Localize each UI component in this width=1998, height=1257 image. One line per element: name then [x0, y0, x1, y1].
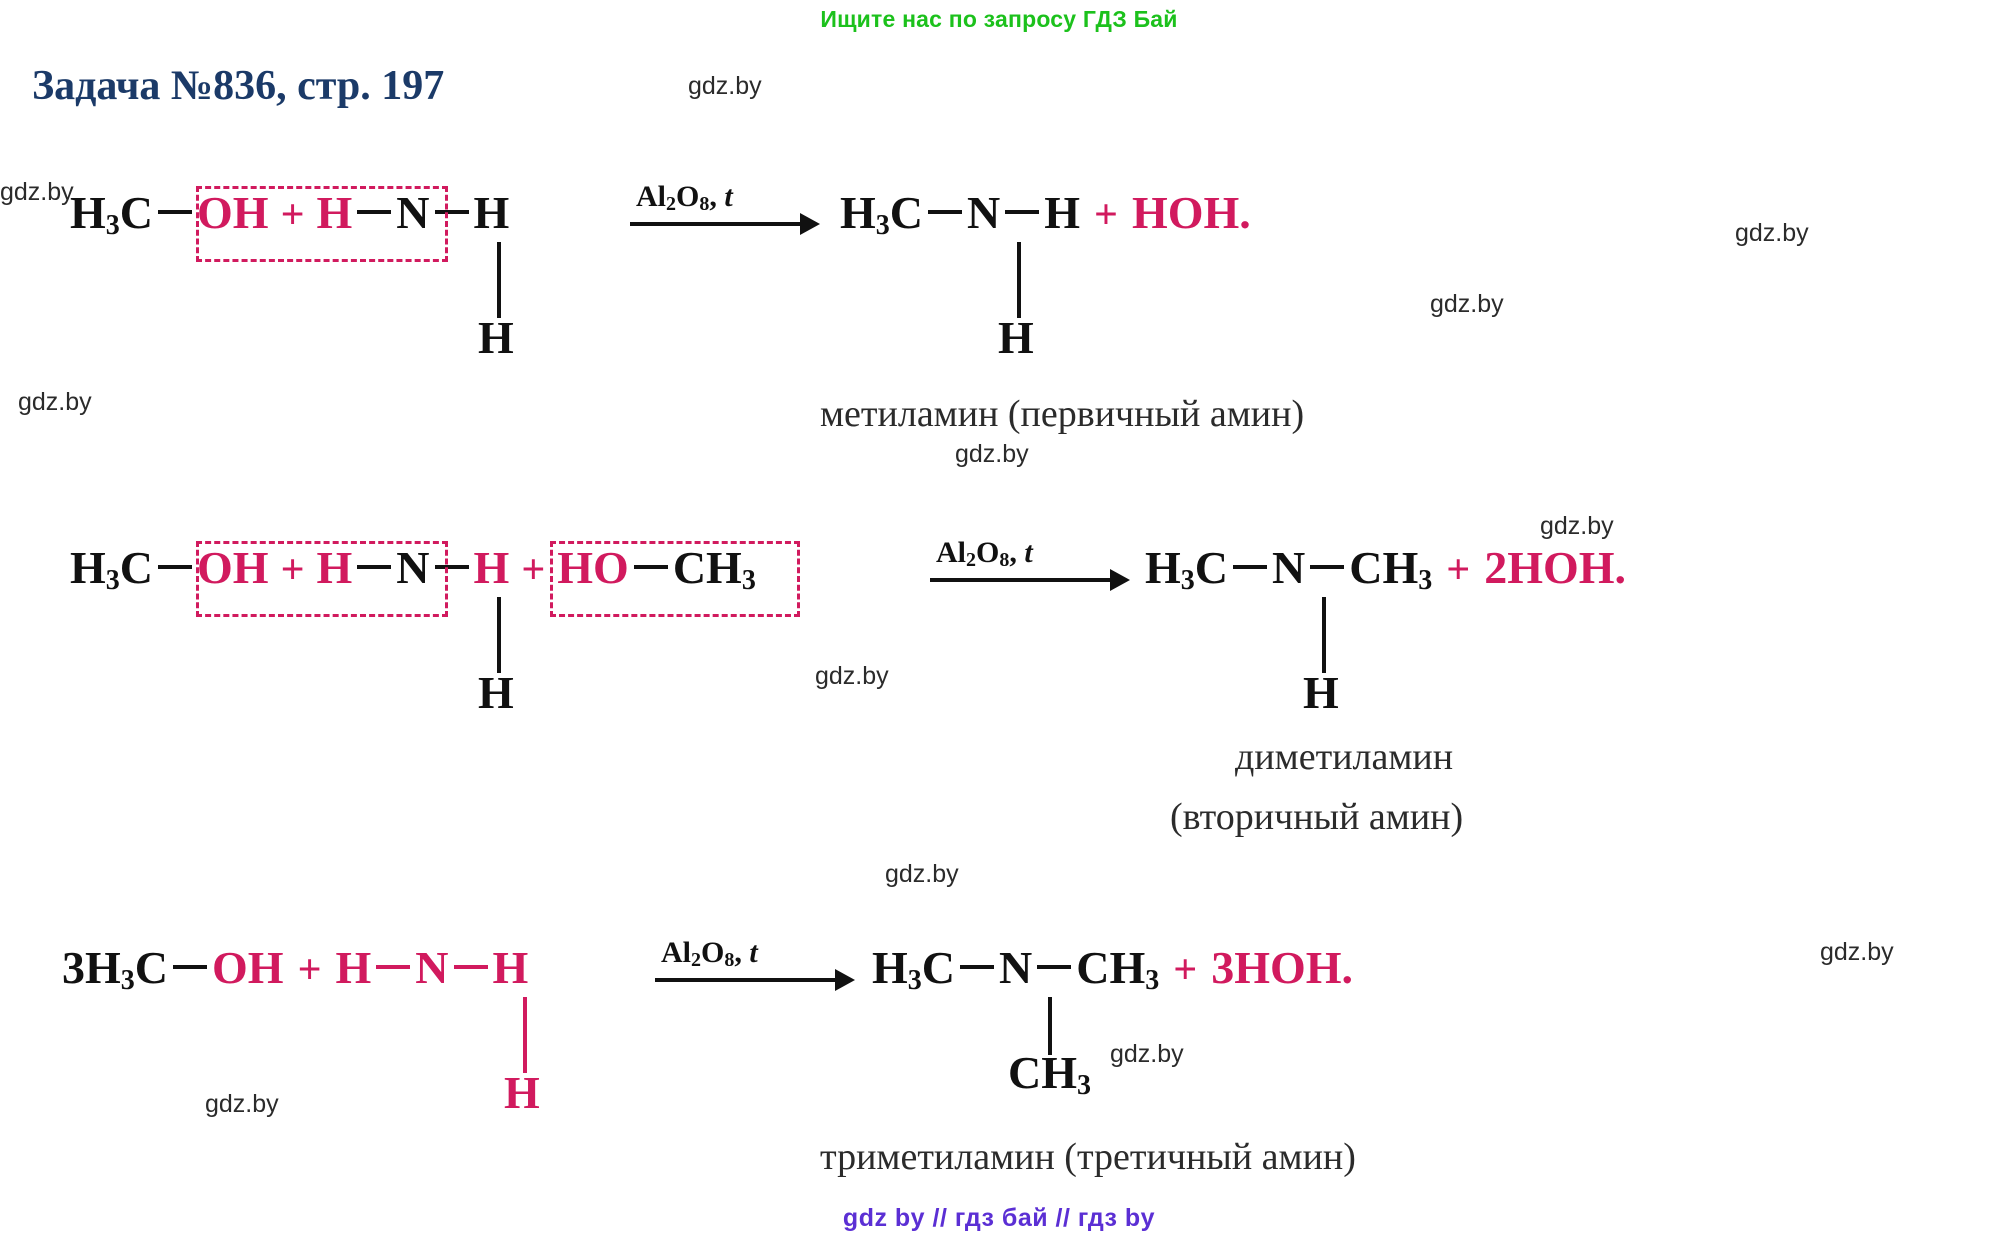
- bond-line-vertical: [497, 242, 501, 318]
- coefficient-3: 3: [62, 942, 85, 993]
- reaction-2-product-nh: [1303, 667, 1339, 718]
- plus-sign: +: [1094, 192, 1118, 238]
- bond-line-vertical: [1322, 597, 1326, 673]
- comma: ,: [734, 936, 750, 969]
- atom-H: H: [70, 187, 106, 238]
- bond-line: [454, 965, 488, 969]
- bond-line: [960, 965, 994, 969]
- bond-line: [1233, 565, 1267, 569]
- subscript-3: 8: [724, 949, 735, 971]
- page-title: Задача №836, стр. 197: [32, 63, 445, 109]
- atom-H: H: [70, 542, 106, 593]
- watermark: gdz.by: [1110, 1040, 1184, 1068]
- temperature-t: t: [749, 936, 758, 969]
- watermark: gdz.by: [18, 388, 92, 416]
- catalyst-O: O: [701, 936, 725, 969]
- bond-line: [173, 965, 207, 969]
- subscript-3: 3: [1418, 565, 1433, 596]
- atom-H: H: [492, 942, 529, 993]
- bond-line: [1310, 565, 1344, 569]
- subscript-3: 8: [999, 549, 1010, 571]
- bond-line: [928, 210, 962, 214]
- atom-H: H: [872, 942, 908, 993]
- atom-H: H: [1044, 187, 1081, 238]
- group-HO: HO: [557, 542, 629, 593]
- group-CH3: CH: [1008, 1047, 1077, 1098]
- watermark: gdz.by: [0, 178, 74, 206]
- subscript-3: 3: [875, 210, 890, 241]
- product-water: 3HOH.: [1211, 942, 1354, 993]
- reaction-condition: [636, 180, 733, 216]
- leaving-group-box: [196, 541, 448, 617]
- atom-C: C: [119, 542, 154, 593]
- footer-links: gdz by // гдз бай // гдз by: [842, 1204, 1156, 1232]
- subscript-2: 2: [691, 949, 701, 971]
- bond-line-vertical: [1017, 242, 1021, 318]
- reaction-1-nh: [478, 312, 514, 363]
- subscript-3: 8: [699, 193, 710, 215]
- plus-sign: +: [521, 547, 546, 593]
- watermark: gdz.by: [815, 662, 889, 690]
- reaction-1-caption: метиламин (первичный амин): [820, 393, 1305, 435]
- atom-C: C: [889, 187, 924, 238]
- leaving-group-box: [550, 541, 800, 617]
- reaction-2-caption-line1: диметиламин: [1235, 736, 1454, 778]
- catalyst-Al: Al: [936, 536, 966, 569]
- watermark: gdz.by: [955, 440, 1029, 468]
- subscript-3: 3: [105, 565, 120, 596]
- watermark: gdz.by: [1430, 290, 1504, 318]
- atom-H: H: [478, 667, 514, 718]
- atom-H: H: [335, 942, 372, 993]
- atom-N: N: [396, 187, 430, 238]
- subscript-3: 3: [907, 965, 922, 996]
- atom-H: H: [316, 187, 353, 238]
- atom-C: C: [134, 942, 169, 993]
- reaction-condition: [936, 536, 1033, 572]
- group-OH: OH: [197, 542, 269, 593]
- subscript-3: 3: [1145, 965, 1160, 996]
- atom-H: H: [473, 542, 510, 593]
- group-CH3: CH: [1349, 542, 1419, 593]
- reaction-2-nh: [478, 667, 514, 718]
- atom-C: C: [1194, 542, 1229, 593]
- bond-line: [1005, 210, 1039, 214]
- subscript-2: 2: [666, 193, 676, 215]
- atom-N: N: [396, 542, 430, 593]
- subscript-2: 2: [966, 549, 976, 571]
- reaction-3-left: [62, 942, 529, 996]
- bond-line: [376, 965, 410, 969]
- watermark: gdz.by: [688, 72, 762, 100]
- atom-C: C: [921, 942, 956, 993]
- group-CH3: CH: [1076, 942, 1146, 993]
- watermark: gdz.by: [205, 1090, 279, 1118]
- atom-H: H: [85, 942, 121, 993]
- catalyst-O: O: [976, 536, 1000, 569]
- temperature-t: t: [724, 180, 733, 213]
- reaction-1-product-nh: [998, 312, 1034, 363]
- plus-sign: +: [1446, 547, 1471, 593]
- atom-N: N: [415, 942, 449, 993]
- bond-line: [158, 565, 192, 569]
- atom-H: H: [478, 312, 514, 363]
- comma: ,: [1009, 536, 1025, 569]
- plus-sign: +: [297, 947, 322, 993]
- reaction-3-right: [872, 942, 1354, 996]
- atom-H: H: [1303, 667, 1339, 718]
- plus-sign: +: [280, 192, 305, 238]
- temperature-t: t: [1024, 536, 1033, 569]
- reaction-2-right: [1145, 542, 1627, 596]
- watermark: gdz.by: [1540, 512, 1614, 540]
- subscript-3: 3: [1180, 565, 1195, 596]
- group-CH3: CH: [672, 542, 742, 593]
- product-water: 2HOH.: [1484, 542, 1627, 593]
- reaction-3-product-ch3: [1008, 1047, 1091, 1101]
- atom-C: C: [119, 187, 154, 238]
- site-banner: Ищите нас по запросу ГДЗ Бай: [820, 6, 1178, 32]
- atom-N: N: [999, 942, 1033, 993]
- atom-N: N: [1272, 542, 1306, 593]
- atom-N: N: [967, 187, 1001, 238]
- reaction-3-nh: [504, 1067, 540, 1118]
- atom-H: H: [316, 542, 353, 593]
- subscript-3: 3: [741, 565, 756, 596]
- watermark: gdz.by: [1735, 219, 1809, 247]
- atom-H: H: [504, 1067, 540, 1118]
- comma: ,: [709, 180, 725, 213]
- product-water: HOH.: [1131, 187, 1251, 238]
- atom-H: H: [1145, 542, 1181, 593]
- subscript-3: 3: [105, 210, 120, 241]
- group-OH: OH: [212, 942, 284, 993]
- atom-H: H: [998, 312, 1034, 363]
- watermark: gdz.by: [885, 860, 959, 888]
- group-OH: OH: [197, 187, 269, 238]
- bond-line: [158, 210, 192, 214]
- atom-H: H: [840, 187, 876, 238]
- plus-sign: +: [1173, 947, 1198, 993]
- bond-line-vertical: [497, 597, 501, 673]
- subscript-3: 3: [120, 965, 135, 996]
- catalyst-Al: Al: [661, 936, 691, 969]
- bond-line-vertical: [523, 997, 527, 1073]
- catalyst-O: O: [676, 180, 700, 213]
- leaving-group-box: [196, 186, 448, 262]
- atom-H: H: [473, 187, 510, 238]
- reaction-2-caption-line2: (вторичный амин): [1170, 796, 1464, 838]
- reaction-3-caption: триметиламин (третичный амин): [820, 1136, 1356, 1178]
- subscript-3: 3: [1077, 1070, 1091, 1101]
- bond-line: [1037, 965, 1071, 969]
- watermark: gdz.by: [1820, 938, 1894, 966]
- reaction-condition: [661, 936, 758, 972]
- reaction-1-right: [840, 187, 1251, 241]
- catalyst-Al: Al: [636, 180, 666, 213]
- plus-sign: +: [280, 547, 305, 593]
